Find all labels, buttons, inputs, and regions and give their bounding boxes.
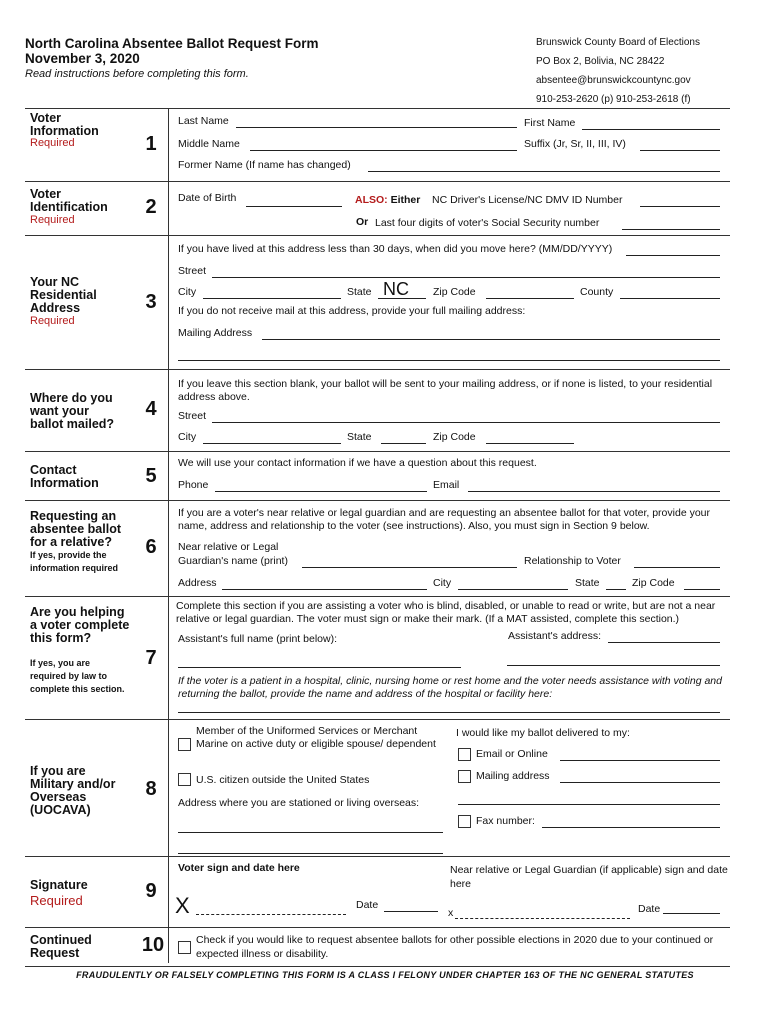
res-county-field[interactable]: [620, 298, 720, 299]
ssn-field[interactable]: [622, 229, 720, 230]
ballot-mail-note: If you leave this section blank, your ballot will be sent to your mailing address, or if none is listed, to your residential address above.: [178, 378, 713, 403]
form-title: North Carolina Absentee Ballot Request Form: [25, 36, 319, 51]
phone-label: Phone: [178, 479, 209, 491]
license-label: NC Driver's License/NC DMV ID Number: [432, 194, 623, 206]
board-name: Brunswick County Board of Elections: [536, 37, 700, 48]
res-zip-label: Zip Code: [433, 286, 476, 298]
relative-zip-field[interactable]: [684, 589, 720, 590]
assistant-address-label: Assistant's address:: [508, 630, 602, 642]
section-7-label: Are you helping a voter complete this form?: [30, 605, 130, 645]
res-state-label: State: [347, 286, 372, 298]
section-9-required: Required: [30, 893, 83, 908]
section-7-number: 7: [145, 647, 157, 669]
section-3-number: 3: [145, 291, 157, 313]
assistant-note: Complete this section if you are assisting a voter who is blind, disabled, or unable to read or write, but are not a near relative or legal guardian. The voter must sign or make their mark. (If a MAT assisted, complete this section.): [176, 600, 716, 625]
email-field[interactable]: [468, 491, 720, 492]
section-1-required: Required: [30, 137, 75, 149]
or-label: Or: [356, 216, 369, 228]
email-online-field[interactable]: [560, 760, 720, 761]
section-2-label: Voter Identification: [30, 187, 108, 214]
res-county-label: County: [580, 286, 614, 298]
relative-sign-label: Near relative or Legal Guardian (if applicable) sign and date here: [450, 864, 728, 890]
fax-label: Fax number:: [476, 815, 535, 827]
res-city-label: City: [178, 286, 197, 298]
ballot-zip-label: Zip Code: [433, 431, 476, 443]
relative-x-mark: x: [448, 907, 454, 919]
section-8-number: 8: [145, 778, 157, 800]
dob-label: Date of Birth: [178, 192, 237, 204]
relative-address-field[interactable]: [222, 589, 427, 590]
board-address: PO Box 2, Bolivia, NC 28422: [536, 56, 665, 67]
ballot-state-field[interactable]: [381, 443, 426, 444]
section-3-label: Your NC Residential Address: [30, 275, 97, 315]
section-1-label: Voter Information: [30, 111, 99, 138]
ballot-city-label: City: [178, 431, 197, 443]
section-3-required: Required: [30, 315, 75, 327]
section-7-sub: If yes, you are required by law to complete this section.: [30, 658, 125, 694]
last-name-field[interactable]: [236, 127, 517, 128]
board-email: absentee@brunswickcountync.gov: [536, 75, 691, 86]
election-date: November 3, 2020: [25, 51, 140, 66]
uniformed-checkbox[interactable]: [178, 738, 191, 751]
move-date-field[interactable]: [626, 255, 720, 256]
middle-name-field[interactable]: [250, 150, 517, 151]
first-name-field[interactable]: [582, 129, 720, 130]
relative-name-label-1: Near relative or Legal: [178, 541, 279, 553]
fax-checkbox[interactable]: [458, 815, 471, 828]
ballot-street-label: Street: [178, 410, 207, 422]
either-label: Either: [390, 194, 421, 206]
relative-city-field[interactable]: [458, 589, 568, 590]
instructions-note: Read instructions before completing this form.: [25, 68, 249, 80]
phone-field[interactable]: [215, 491, 427, 492]
section-2-required: Required: [30, 214, 75, 226]
section-4-number: 4: [145, 398, 157, 420]
section-6-label: Requesting an absentee ballot for a relative?: [30, 509, 121, 549]
also-label: ALSO:: [355, 194, 388, 206]
continued-request-text: Check if you would like to request absentee ballots for other possible elections in 2020 due to your continued or expected illness or disability.: [196, 934, 714, 960]
ballot-city-field[interactable]: [203, 443, 341, 444]
board-phones: 910-253-2620 (p) 910-253-2618 (f): [536, 94, 691, 105]
suffix-field[interactable]: [640, 150, 720, 151]
signature-x-mark: X: [175, 893, 190, 918]
section-10-label: Continued Request: [30, 933, 92, 960]
ballot-state-label: State: [347, 431, 372, 443]
assistant-name-label: Assistant's full name (print below):: [178, 633, 337, 645]
voter-date-label: Date: [356, 899, 379, 911]
mailing-label: Mailing address: [476, 770, 550, 782]
relative-date-label: Date: [638, 903, 661, 915]
section-2-number: 2: [145, 196, 157, 218]
assistant-address-field-1[interactable]: [608, 642, 720, 643]
section-8-label: If you are Military and/or Overseas (UOCAVA): [30, 764, 116, 817]
delivery-mailing-field-1[interactable]: [560, 782, 720, 783]
relative-note: If you are a voter's near relative or legal guardian and are requesting an absentee ballot for that voter, provide your name, address and relationship to the voter (see instructions). Also, you must sign in Section 9 below.: [178, 507, 710, 532]
relative-state-field[interactable]: [606, 589, 626, 590]
citizen-checkbox[interactable]: [178, 773, 191, 786]
stationed-field-1[interactable]: [178, 832, 443, 833]
section-5-label: Contact Information: [30, 463, 99, 490]
res-state-value: NC: [383, 279, 409, 299]
section-5-number: 5: [145, 465, 157, 487]
former-name-field[interactable]: [368, 171, 720, 172]
section-10-number: 10: [141, 934, 165, 956]
license-field[interactable]: [640, 206, 720, 207]
dob-field[interactable]: [246, 206, 342, 207]
felony-warning: FRAUDULENTLY OR FALSELY COMPLETING THIS FORM IS A CLASS I FELONY UNDER CHAPTER 163 OF THE NC GENERAL STATUTES: [76, 970, 694, 980]
section-9-number: 9: [145, 880, 157, 902]
res-zip-field[interactable]: [486, 298, 574, 299]
email-label: Email: [433, 479, 460, 491]
delivery-label: I would like my ballot delivered to my:: [456, 727, 630, 739]
patient-note: If the voter is a patient in a hospital, clinic, nursing home or rest home and the voter needs assistance with voting and returning the ballot, provide the name and address of the hospital or facility here:: [178, 675, 722, 700]
mailing-address-field-2[interactable]: [178, 360, 720, 361]
email-online-checkbox[interactable]: [458, 748, 471, 761]
relative-name-label-2: Guardian's name (print): [178, 555, 288, 567]
mailing-address-label: Mailing Address: [178, 327, 253, 339]
voter-signature-field[interactable]: [196, 914, 346, 915]
first-name-label: First Name: [524, 117, 576, 129]
mailing-address-field-1[interactable]: [262, 339, 720, 340]
res-state-field: [378, 298, 426, 299]
citizen-label: U.S. citizen outside the United States: [196, 774, 370, 786]
relationship-field[interactable]: [634, 567, 720, 568]
section-4-label: Where do you want your ballot mailed?: [30, 391, 115, 431]
continued-request-checkbox[interactable]: [178, 941, 191, 954]
assistant-address-field-2[interactable]: [507, 665, 720, 666]
relationship-label: Relationship to Voter: [524, 555, 621, 567]
assistant-name-field[interactable]: [178, 667, 461, 668]
relative-signature-field[interactable]: [455, 918, 630, 919]
relative-city-label: City: [433, 577, 452, 589]
facility-field[interactable]: [178, 712, 720, 713]
relative-date-field[interactable]: [663, 913, 720, 914]
stationed-label: Address where you are stationed or living overseas:: [178, 797, 420, 809]
ssn-label: Last four digits of voter's Social Security number: [375, 217, 600, 229]
section-6-sub: If yes, provide the information required: [30, 550, 119, 573]
mailing-checkbox[interactable]: [458, 770, 471, 783]
res-city-field[interactable]: [203, 298, 341, 299]
relative-name-field[interactable]: [302, 567, 517, 568]
middle-name-label: Middle Name: [178, 138, 240, 150]
relative-zip-label: Zip Code: [632, 577, 675, 589]
ballot-zip-field[interactable]: [486, 443, 574, 444]
voter-date-field[interactable]: [384, 911, 438, 912]
stationed-field-2[interactable]: [178, 853, 443, 854]
also-either-text: [355, 194, 420, 206]
no-mail-note: If you do not receive mail at this address, provide your full mailing address:: [178, 305, 526, 317]
res-street-field[interactable]: [212, 277, 720, 278]
uniformed-label: Member of the Uniformed Services or Merchant Marine on active duty or eligible spouse/ dependent: [196, 725, 436, 750]
fax-field[interactable]: [542, 827, 720, 828]
relative-state-label: State: [575, 577, 600, 589]
move-date-label: If you have lived at this address less than 30 days, when did you move here? (MM/DD/YYYY): [178, 243, 613, 255]
relative-address-label: Address: [178, 577, 217, 589]
res-street-label: Street: [178, 265, 207, 277]
ballot-street-field[interactable]: [212, 422, 720, 423]
section-6-number: 6: [145, 536, 157, 558]
section-9-label: Signature: [30, 878, 88, 892]
voter-sign-label: Voter sign and date here: [178, 862, 300, 874]
email-online-label: Email or Online: [476, 748, 548, 760]
delivery-mailing-field-2[interactable]: [458, 804, 720, 805]
last-name-label: Last Name: [178, 115, 229, 127]
section-1-number: 1: [145, 133, 157, 155]
suffix-label: Suffix (Jr, Sr, II, III, IV): [524, 138, 626, 150]
contact-note: We will use your contact information if we have a question about this request.: [178, 457, 537, 469]
former-name-label: Former Name (If name has changed): [178, 159, 351, 171]
